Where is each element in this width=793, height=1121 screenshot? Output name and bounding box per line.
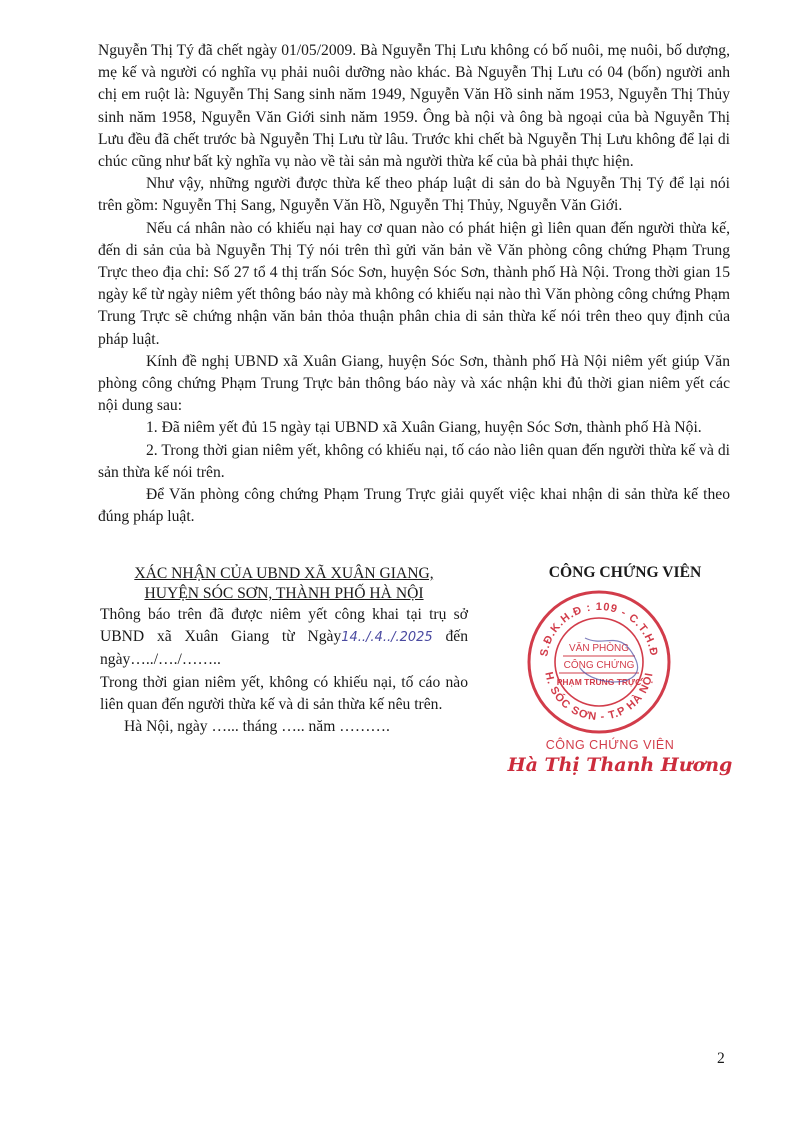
handwritten-date: 14../.4../.2025 bbox=[341, 630, 433, 646]
confirmation-body bbox=[100, 604, 468, 738]
notary-title: CÔNG CHỨNG VIÊN bbox=[548, 564, 702, 581]
page-number: 2 bbox=[717, 1050, 725, 1067]
paragraph-4: Kính đề nghị UBND xã Xuân Giang, huyện Sóc Sơn, thành phố Hà Nội niêm yết giúp Văn phòng công chứng Phạm Trung Trực bản thông báo này và xác nhận khi đủ thời gian niêm yết các nội dung sau: bbox=[98, 352, 730, 415]
confirmation-no-complaint-text: Trong thời gian niêm yết, không có khiếu nại, tố cáo nào liên quan đến người thừa kế và di sản thừa kế nêu trên. bbox=[100, 673, 468, 713]
confirmation-title-line2: HUYỆN SÓC SƠN, THÀNH PHỐ HÀ NỘI bbox=[144, 585, 424, 602]
paragraph-3: Nếu cá nhân nào có khiếu nại hay cơ quan nào có phát hiện gì liên quan đến người thừa kế, đến di sản của bà Nguyễn Thị Tý nói trên thì gửi văn bản về Văn phòng công chứng Phạm Trung Trực theo địa chỉ: Số 27 tổ 4 thị trấn Sóc Sơn, huyện Sóc Sơn, thành phố Hà Nội. Trong thời gian 15 ngày kể từ ngày niêm yết thông báo này mà không có khiếu nại nào thì Văn phòng công chứng Phạm Trung Trực sẽ chứng nhận văn bản thỏa thuận phân chia di sản thừa kế nói trên theo quy định của pháp luật. bbox=[98, 219, 730, 348]
stamp-ring-bottom: H. SÓC SƠN - T.P HÀ NỘI bbox=[542, 670, 656, 724]
confirmation-section bbox=[100, 564, 468, 738]
notary-subtitle: CÔNG CHỨNG VIÊN bbox=[545, 738, 675, 752]
official-stamp-icon bbox=[525, 588, 673, 736]
notary-signature-name: Hà Thị Thanh Hương bbox=[507, 754, 733, 776]
paragraph-closing: Để Văn phòng công chứng Phạm Trung Trực giải quyết việc khai nhận di sản thừa kế theo đúng pháp luật. bbox=[98, 486, 730, 526]
notary-section bbox=[505, 564, 745, 776]
stamp-line3: PHẠM TRUNG TRỰC bbox=[556, 677, 642, 687]
confirmation-title-line1: XÁC NHẬN CỦA UBND XÃ XUÂN GIANG, bbox=[134, 565, 434, 582]
posted-text-before-date: Thông báo trên đã được niêm yết công khai tại trụ sở UBND xã Xuân Giang từ Ngày bbox=[100, 606, 468, 646]
paragraph-2: Như vậy, những người được thừa kế theo pháp luật di sản do bà Nguyễn Thị Tý để lại nói trên gồm: Nguyễn Thị Sang, Nguyễn Văn Hồ, Nguyễn Thị Thủy, Nguyễn Văn Giới. bbox=[98, 175, 730, 215]
stamp-line1: VĂN PHÒNG bbox=[568, 643, 630, 654]
paragraph-1: Nguyễn Thị Tý đã chết ngày 01/05/2009. Bà Nguyễn Thị Lưu không có bố nuôi, mẹ nuôi, bố dượng, mẹ kế và người có nghĩa vụ phải nuôi dưỡng nào khác. Bà Nguyễn Thị Lưu có 04 (bốn) người anh chị em ruột là: Nguyễn Thị Sang sinh năm 1949, Nguyễn Văn Hồ sinh năm 1953, Nguyễn Thị Thủy sinh năm 1958, Nguyễn Văn Giới sinh năm 1959. Ông bà nội và ông bà ngoại của bà Nguyễn Thị Lưu đều đã chết trước bà Nguyễn Thị Lưu từ lâu. Trước khi chết bà Nguyễn Thị Lưu không để lại di chúc cũng như bất kỳ nghĩa vụ nào về tài sản mà người thừa kế của bà phải thực hiện. bbox=[98, 42, 730, 171]
body-text bbox=[98, 40, 730, 528]
list-item-2: 2. Trong thời gian niêm yết, không có khiếu nại, tố cáo nào liên quan đến người thừa kế và di sản thừa kế nói trên. bbox=[98, 441, 730, 481]
confirmation-date-line: Hà Nội, ngày …... tháng ….. năm ………. bbox=[124, 718, 390, 736]
confirmation-posted-text bbox=[100, 604, 468, 672]
stamp-ring-top: S.Đ.K.H.Đ : 109 - C.T.H.Đ bbox=[538, 600, 660, 658]
posted-text-after-date: đến ngày…../…./…….. bbox=[100, 628, 468, 669]
list-item-1: 1. Đã niêm yết đủ 15 ngày tại UBND xã Xuân Giang, huyện Sóc Sơn, thành phố Hà Nội. bbox=[146, 419, 702, 437]
stamp-line2: CÔNG CHỨNG bbox=[563, 660, 635, 671]
